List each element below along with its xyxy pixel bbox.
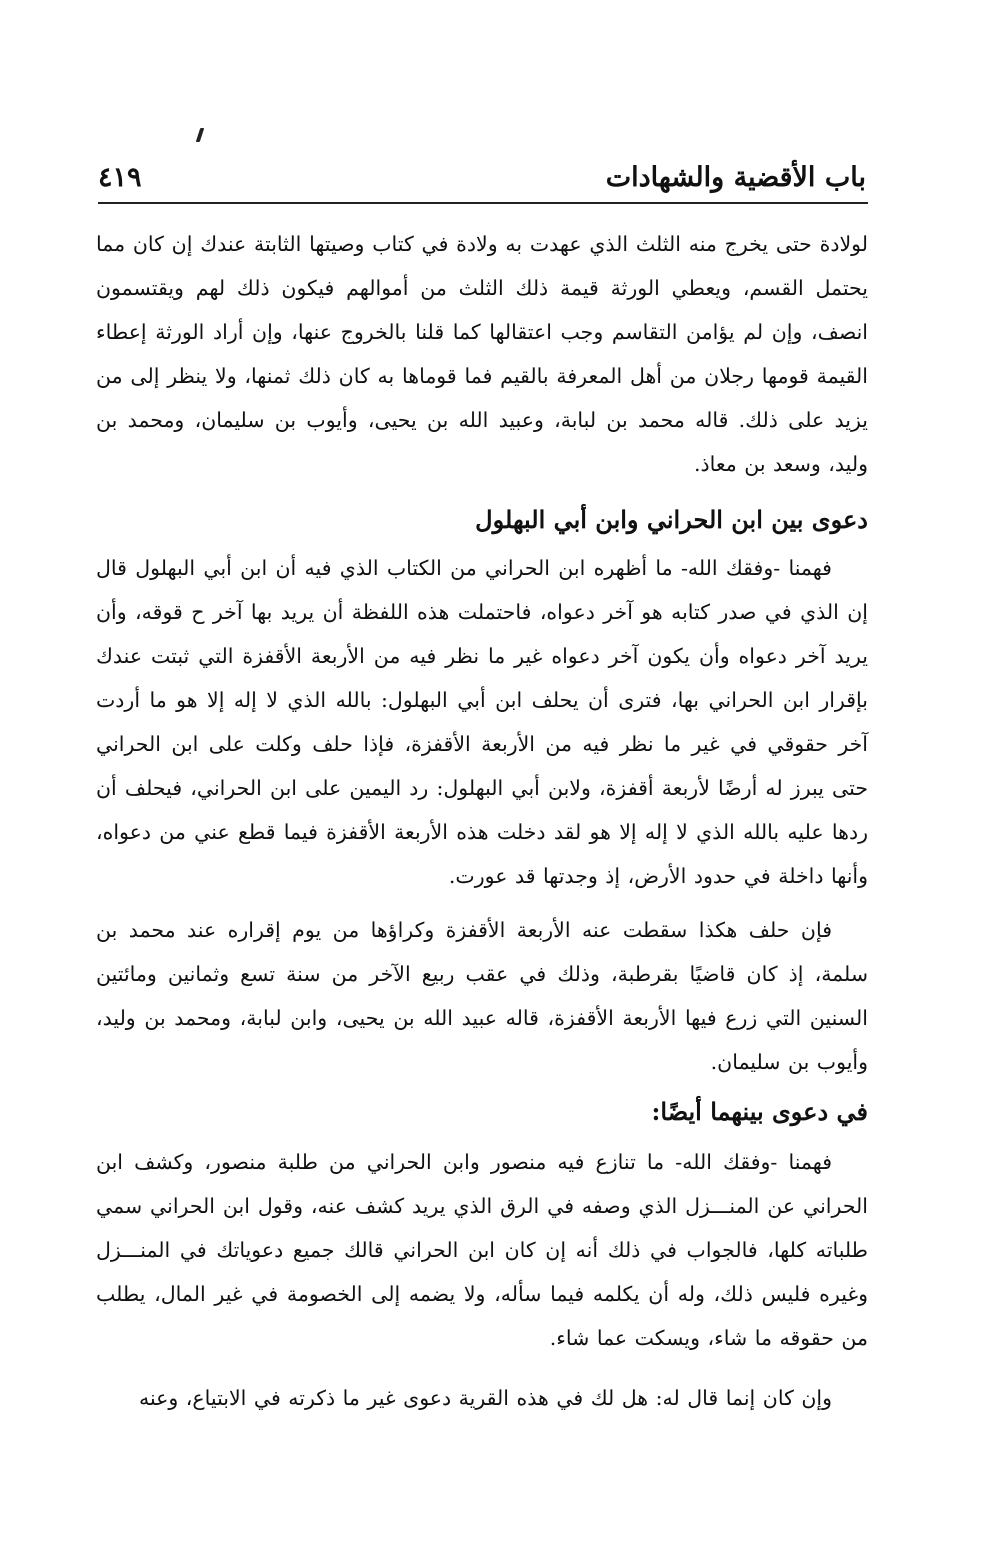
paragraph-1: لولادة حتى يخرج منه الثلث الذي عهدت به ولادة في كتاب وصيتها الثابتة عندك إن كان مما يحتمل القسم، ويعطي الورثة قيمة ذلك الثلث من أموالهم فيكون ذلك لهم ويقتسمون انصف، وإن لم يؤامن التقاسم وجب اعتقالها كما قلنا بالخروج عنها، وإن أراد الورثة إعطاء القيمة قومها رجلان من أهل المعرفة بالقيم فما قوماها به كان ذلك ثمنها، ولا ينظر إلى من يزيد على ذلك. قاله محمد بن لبابة، وعبيد الله بن يحيى، وأيوب بن سليمان، ومحمد بن وليد، وسعد بن معاذ. [96,232,868,476]
section-heading-2: في دعوى بينهما أيضًا: [651,1097,868,1126]
stray-mark [196,128,205,142]
chapter-title: باب الأقضية والشهادات [605,162,866,193]
header-rule [98,202,868,204]
paragraph-3: فإن حلف هكذا سقطت عنه الأربعة الأقفزة وكراؤها من يوم إقراره عند محمد بن سلمة، إذ كان قاضيًا بقرطبة، وذلك في عقب ربيع الآخر من سنة تسع وثمانين ومائتين السنين التي زرع فيها الأربعة الأقفزة، قاله عبيد الله بن يحيى، وابن لبابة، ومحمد بن وليد، وأيوب بن سليمان. [96,918,868,1074]
page-number: ٤١٩ [98,162,142,193]
section-heading-1: دعوى بين ابن الحراني وابن أبي البهلول [475,505,868,534]
paragraph-2: فهمنا -وفقك الله- ما أظهره ابن الحراني من الكتاب الذي فيه أن ابن أبي البهلول قال إن الذي في صدر كتابه هو آخر دعواه، فاحتملت هذه اللفظة أن يريد بها آخر ح قوقه، وأن يريد آخر دعواه وأن يكون آخر دعواه غير ما نظر فيه من الأربعة الأقفزة التي ثبتت عندك بإقرار ابن الحراني بها، فترى أن يحلف ابن أبي البهلول: بالله الذي لا إله إلا هو ما أردت آخر حقوقي في غير ما نظر فيه من الأربعة الأقفزة، فإذا حلف وكلت على ابن الحراني حتى يبرز له أرضًا لأربعة أقفزة، ولابن أبي البهلول: رد اليمين على ابن الحراني، فيحلف أن ردها عليه بالله الذي لا إله إلا هو لقد دخلت هذه الأربعة الأقفزة فيما قطع عني من دعواه، وأنها داخلة في حدود الأرض، إذ وجدتها قد عورت. [96,556,868,888]
page-header [98,158,866,198]
paragraph-4: فهمنا -وفقك الله- ما تنازع فيه منصور وابن الحراني من طلبة منصور، وكشف ابن الحراني عن المنـــزل الذي وصفه في الرق الذي يريد كشف عنه، وقول ابن الحراني سمي طلباته كلها، فالجواب في ذلك أنه إن كان ابن الحراني قالك جميع دعوياتك في المنـــزل وغيره فليس ذلك، وله أن يكلمه فيما سأله، ولا يضمه إلى الخصومة في غير المال، يطلب من حقوقه ما شاء، ويسكت عما شاء. [96,1150,868,1350]
paragraph-5: وإن كان إنما قال له: هل لك في هذه القرية دعوى غير ما ذكرته في الابتياع، وعنه [138,1386,832,1410]
